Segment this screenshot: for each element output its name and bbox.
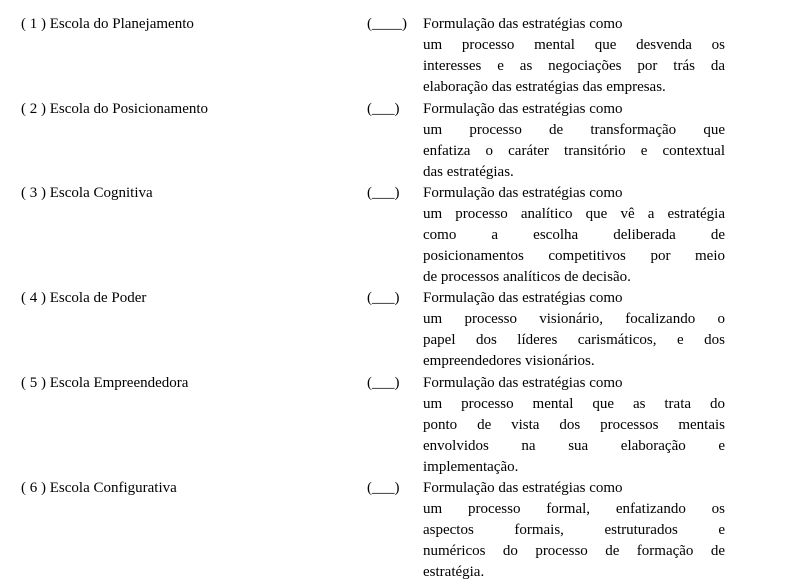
school-item-6: ( 6 ) Escola Configurativa: [21, 480, 177, 496]
answer-blank-4: (___): [367, 290, 400, 306]
description-5-line-5: implementação.: [423, 459, 519, 475]
description-1: [423, 14, 725, 98]
answer-blank-1: (____): [367, 16, 407, 32]
description-4-line-4: empreendedores visionários.: [423, 353, 595, 369]
answer-blank-3: (___): [367, 185, 400, 201]
description-1-line-2: um processo mental que desvenda os: [423, 37, 725, 53]
description-4: [423, 288, 725, 372]
description-2: [423, 99, 725, 183]
description-3-line-5: de processos analíticos de decisão.: [423, 269, 631, 285]
description-6-line-2: um processo formal, enfatizando os: [423, 501, 725, 517]
description-3-line-3: como a escolha deliberada de: [423, 227, 725, 243]
description-1-line-4: elaboração das estratégias das empresas.: [423, 79, 666, 95]
answer-blank-6: (___): [367, 480, 400, 496]
description-3: [423, 183, 725, 288]
school-item-3: ( 3 ) Escola Cognitiva: [21, 185, 153, 201]
description-6: [423, 478, 725, 583]
description-1-line-1: Formulação das estratégias como: [423, 16, 623, 32]
answer-blank-5: (___): [367, 375, 400, 391]
description-6-line-4: numéricos do processo de formação de: [423, 543, 725, 559]
description-4-line-3: papel dos líderes carismáticos, e dos: [423, 332, 725, 348]
description-1-line-3: interesses e as negociações por trás da: [423, 58, 725, 74]
description-5-line-4: envolvidos na sua elaboração e: [423, 438, 725, 454]
school-item-1: ( 1 ) Escola do Planejamento: [21, 16, 194, 32]
description-5-line-1: Formulação das estratégias como: [423, 375, 623, 391]
description-2-line-2: um processo de transformação que: [423, 122, 725, 138]
description-4-line-2: um processo visionário, focalizando o: [423, 311, 725, 327]
description-5-line-2: um processo mental que as trata do: [423, 396, 725, 412]
description-6-line-1: Formulação das estratégias como: [423, 480, 623, 496]
description-3-line-2: um processo analítico que vê a estratégia: [423, 206, 725, 222]
description-5: [423, 373, 725, 478]
description-6-line-5: estratégia.: [423, 564, 485, 580]
description-6-line-3: aspectos formais, estruturados e: [423, 522, 725, 538]
description-2-line-3: enfatiza o caráter transitório e contextual: [423, 143, 725, 159]
description-5-line-3: ponto de vista dos processos mentais: [423, 417, 725, 433]
answer-blank-2: (___): [367, 101, 400, 117]
school-item-2: ( 2 ) Escola do Posicionamento: [21, 101, 209, 117]
school-item-4: ( 4 ) Escola de Poder: [21, 290, 147, 306]
description-4-line-1: Formulação das estratégias como: [423, 290, 623, 306]
description-3-line-4: posicionamentos competitivos por meio: [423, 248, 725, 264]
description-3-line-1: Formulação das estratégias como: [423, 185, 623, 201]
description-2-line-4: das estratégias.: [423, 164, 514, 180]
description-2-line-1: Formulação das estratégias como: [423, 101, 623, 117]
school-item-5: ( 5 ) Escola Empreendedora: [21, 375, 189, 391]
